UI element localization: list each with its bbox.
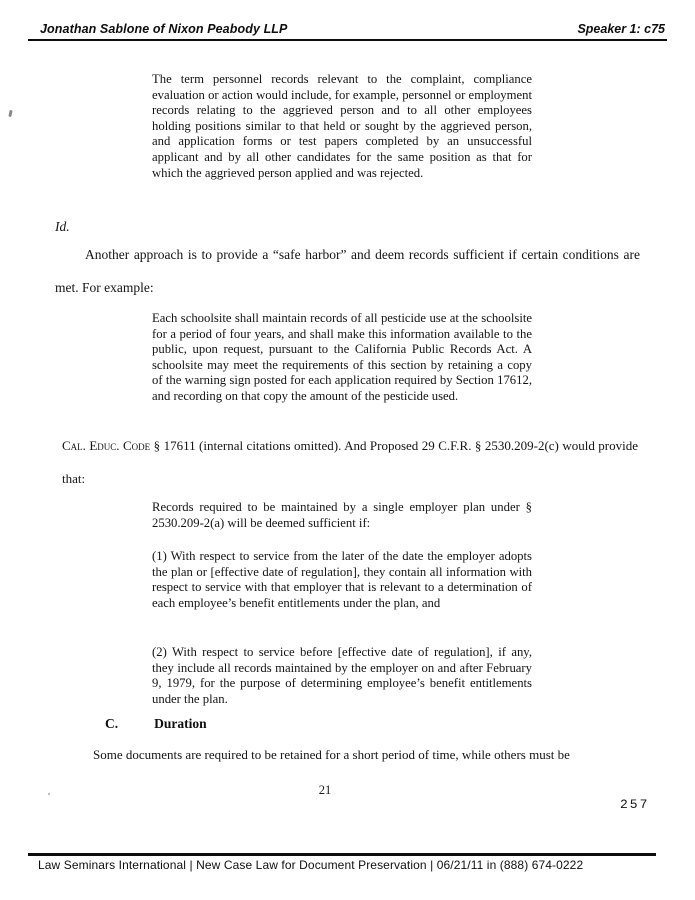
footer-text: Law Seminars International | New Case Law for Document Preservation | 06/21/11 in (888) 674-0222 <box>38 858 584 872</box>
duration-paragraph: Some documents are required to be retained for a short period of time, while others must be <box>93 747 570 762</box>
citation-text: § 17611 (internal citations omitted). And Proposed 29 C.F.R. § 2530.209-2(c) would provide that: <box>62 438 639 486</box>
citation-smallcaps: Cal. Educ. Code <box>62 438 151 453</box>
header-author-title: Jonathan Sablone of Nixon Peabody LLP <box>40 22 288 36</box>
section-heading-duration <box>105 716 207 732</box>
bates-stamp-number: 257 <box>620 797 650 812</box>
footer-rule <box>28 852 656 856</box>
education-code-citation <box>62 429 638 495</box>
block-quote-erisa-item1: (1) With respect to service from the later of the date the employer adopts the plan or [effective date of regulation], they contain all information with respect to service with that employer that is relevant to a determination of each employee’s benefit entitlements under the plan, and <box>152 549 532 610</box>
block-quote-pesticide: Each schoolsite shall maintain records of all pesticide use at the schoolsite for a period of four years, and shall make this information available to the public, upon request, pursuant to the California Public Records Act. A schoolsite may meet the requirements of this section by retaining a copy of the warning sign posted for each application required by Section 17612, and recording on that copy the amount of the pesticide used. <box>152 311 532 403</box>
id-citation: Id. <box>55 219 70 234</box>
section-heading-letter: C. <box>105 716 119 731</box>
section-heading-title: Duration <box>154 716 207 731</box>
block-quote-personnel-records: The term personnel records relevant to the complaint, compliance evaluation or action would include, for example, personnel or employment records relating to the aggrieved person and to all other employees holding positions similar to that held or sought by the aggrieved person, and application forms or test papers completed by an unsuccessful applicant and by all other candidates for the same position as that for which the aggrieved person applied and was rejected. <box>152 72 532 180</box>
block-quote-erisa-item2: (2) With respect to service before [effective date of regulation], if any, they include all records maintained by the employer on and after February 9, 1979, for the purpose of determining employee’s benefit entitlements under the plan. <box>152 645 532 706</box>
safe-harbor-paragraph: Another approach is to provide a “safe harbor” and deem records sufficient if certain conditions are met. For example: <box>55 247 640 295</box>
header-rule <box>28 39 667 41</box>
scan-speck <box>8 110 12 117</box>
header-speaker-label: Speaker 1: c75 <box>577 22 665 36</box>
page-number: 21 <box>318 783 332 797</box>
block-quote-erisa-intro: Records required to be maintained by a single employer plan under § 2530.209-2(a) will be deemed sufficient if: <box>152 500 532 530</box>
